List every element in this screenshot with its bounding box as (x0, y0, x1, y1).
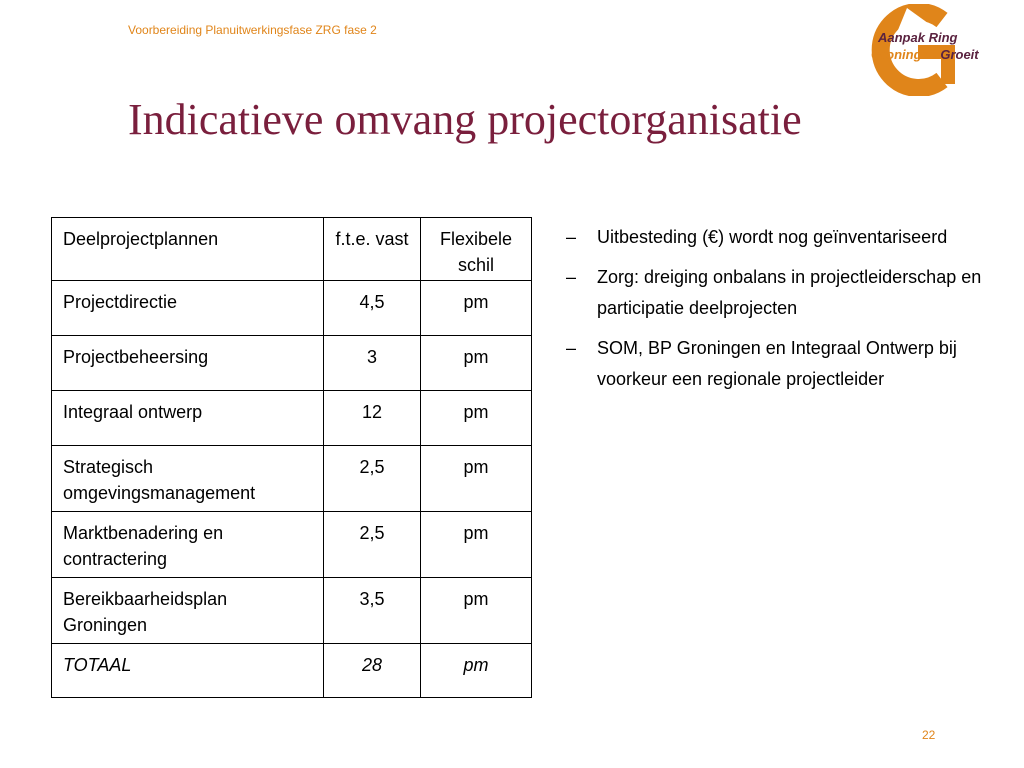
table-row (52, 336, 532, 391)
row-fte: 2,5 (324, 446, 421, 512)
remarks-list (566, 222, 986, 404)
row-fte: 3,5 (324, 578, 421, 644)
list-item (566, 262, 986, 324)
row-name: Marktbenadering en contractering (52, 512, 324, 578)
row-fte: 2,5 (324, 512, 421, 578)
row-flex: pm (421, 446, 532, 512)
table-row (52, 512, 532, 578)
slide-title: Indicatieve omvang projectorganisatie (128, 95, 802, 144)
dash-bullet: – (566, 338, 577, 358)
table-row (52, 391, 532, 446)
project-organisation-table (51, 217, 532, 698)
list-item-text: SOM, BP Groningen en Integraal Ontwerp bij voorkeur een regionale projectleider (597, 338, 957, 389)
row-flex: pm (421, 281, 532, 336)
header-deelprojectplannen: Deelprojectplannen (52, 218, 324, 281)
row-name: Strategisch omgevingsmanagement (52, 446, 324, 512)
logo-word-groeit: Groeit (940, 47, 979, 62)
table-row (52, 578, 532, 644)
row-flex: pm (421, 512, 532, 578)
table-row (52, 446, 532, 512)
total-fte: 28 (324, 644, 421, 698)
row-flex: pm (421, 336, 532, 391)
row-name: Projectbeheersing (52, 336, 324, 391)
row-flex: pm (421, 578, 532, 644)
row-fte: 12 (324, 391, 421, 446)
logo-word-groningen: Groningen (871, 47, 937, 62)
table-row (52, 281, 532, 336)
list-item (566, 333, 986, 395)
dash-bullet: – (566, 267, 577, 287)
row-name: Integraal ontwerp (52, 391, 324, 446)
table-header-row (52, 218, 532, 281)
total-name: TOTAAL (52, 644, 324, 698)
list-item-text: Zorg: dreiging onbalans in projectleiderschap en participatie deelprojecten (597, 267, 982, 318)
list-item (566, 222, 986, 253)
aanpak-ring-logo (852, 4, 1024, 96)
page-number: 22 (922, 728, 936, 742)
table-total-row (52, 644, 532, 698)
row-name: Projectdirectie (52, 281, 324, 336)
header-fte-vast: f.t.e. vast (324, 218, 421, 281)
row-name: Bereikbaarheidsplan Groningen (52, 578, 324, 644)
list-item-text: Uitbesteding (€) wordt nog geïnventariseerd (597, 227, 948, 247)
logo-text-line1: Aanpak Ring (878, 30, 958, 45)
row-fte: 4,5 (324, 281, 421, 336)
header-subtitle: Voorbereiding Planuitwerkingsfase ZRG fase 2 (128, 23, 377, 37)
total-flex: pm (421, 644, 532, 698)
row-fte: 3 (324, 336, 421, 391)
header-flexibele-schil: Flexibele schil (421, 218, 532, 281)
row-flex: pm (421, 391, 532, 446)
logo-text-line2 (871, 47, 979, 62)
dash-bullet: – (566, 227, 577, 247)
